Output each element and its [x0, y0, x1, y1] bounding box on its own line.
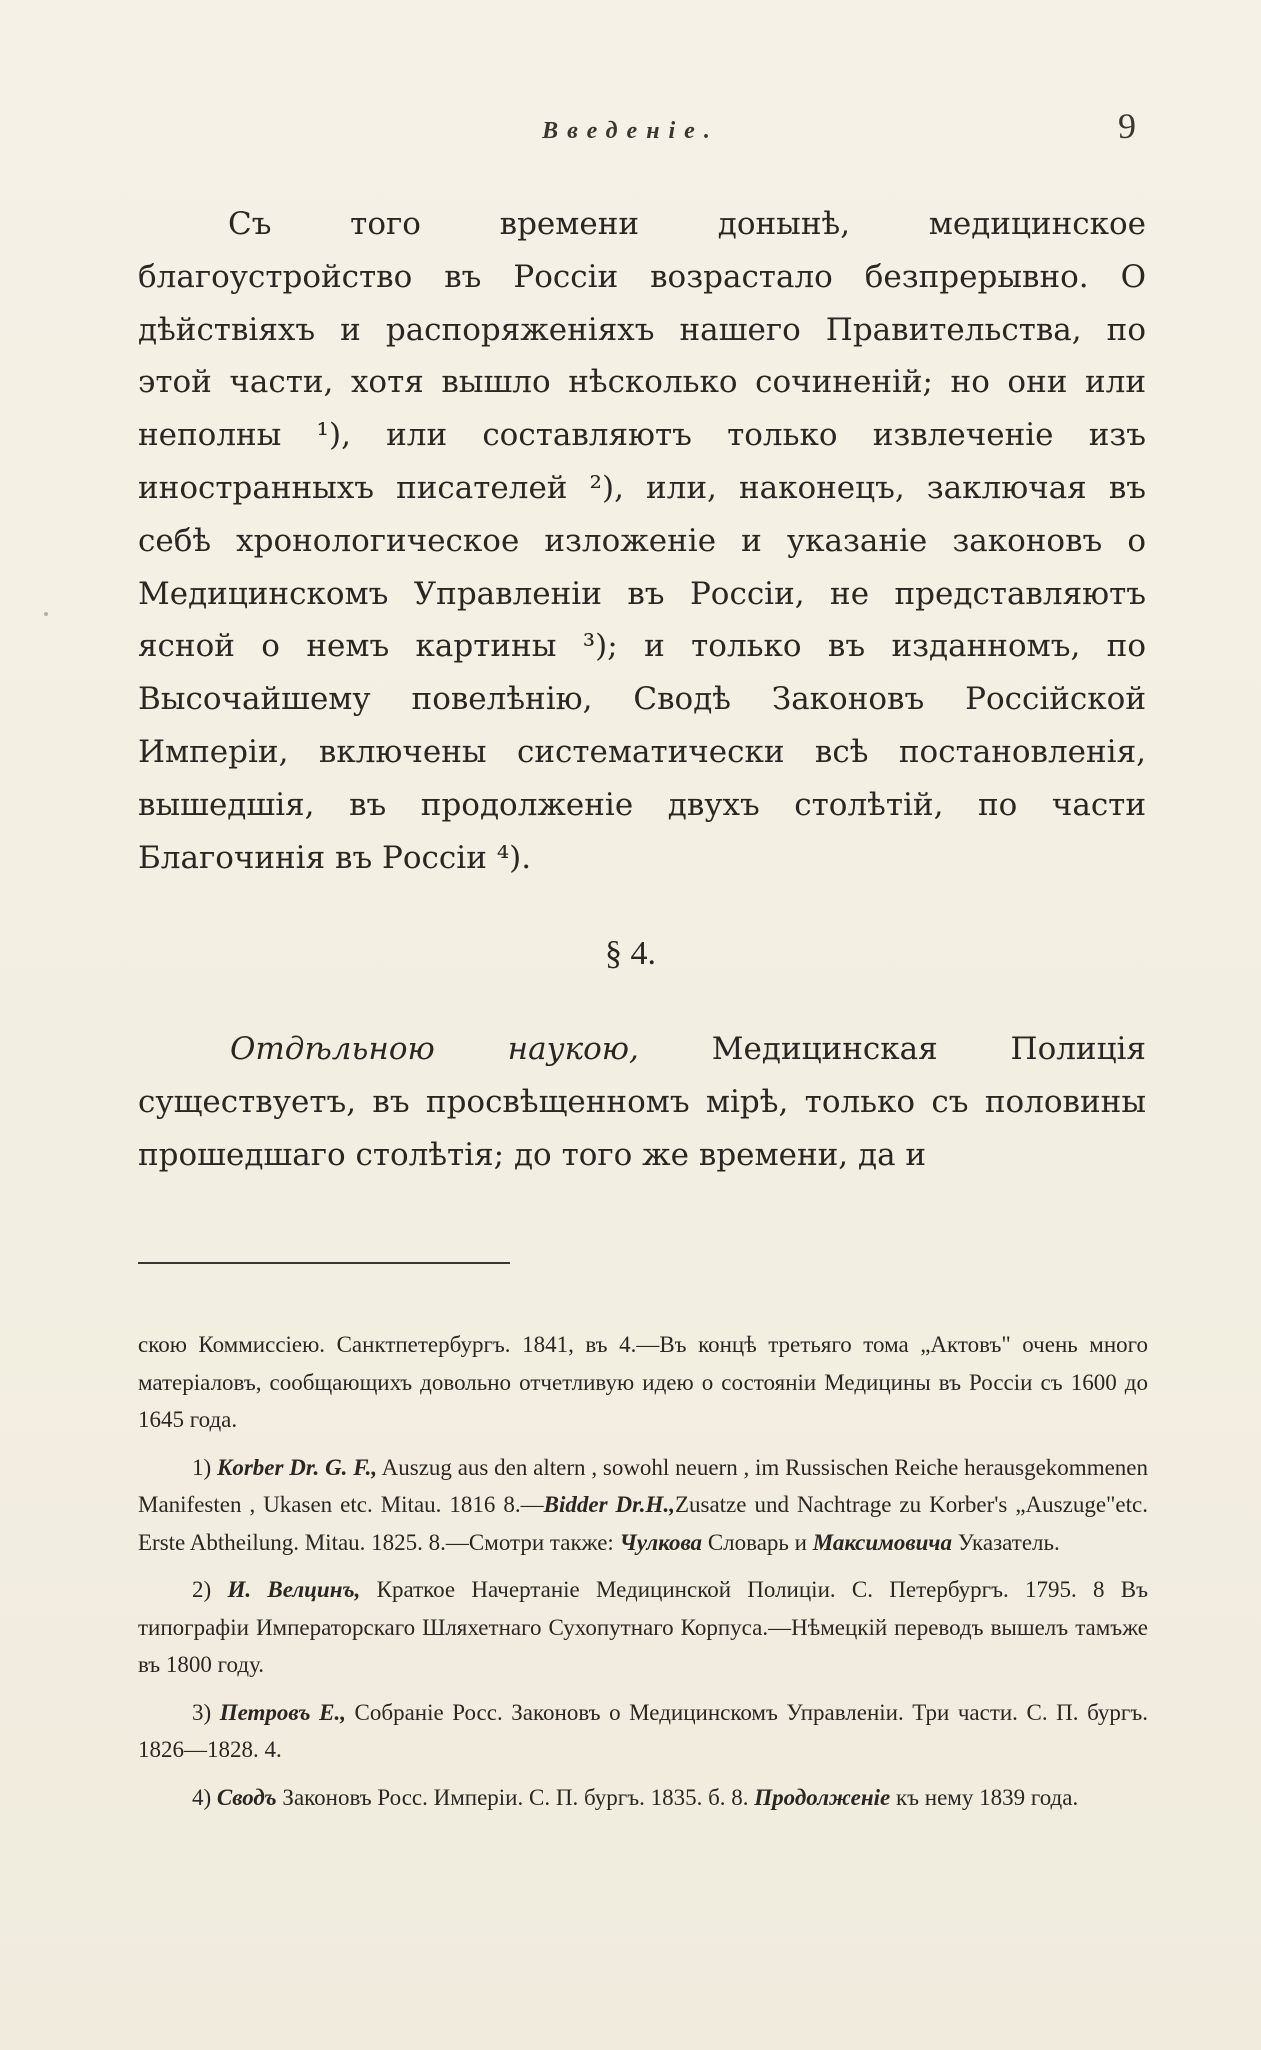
footnote-author: Korber Dr. G. F.,	[216, 1454, 378, 1480]
footnote-author: Bidder Dr.H.,	[543, 1492, 675, 1517]
footnote-author: Максимовича	[812, 1529, 953, 1555]
footnote-marker: 2)	[192, 1577, 212, 1602]
running-head: Введеніе.	[542, 118, 719, 144]
footnote-text: Собраніе Росс. Законовъ о Медицинскомъ Управленіи. Три части. С. П. бургъ. 1826—1828. 4.	[138, 1699, 1148, 1762]
paragraph-section-4	[138, 1023, 1146, 1182]
footnote-marker: 1)	[192, 1454, 212, 1480]
paper-speck	[44, 612, 48, 616]
footnote-text: Указатель.	[952, 1529, 1060, 1555]
footnote-author: Чулкова	[619, 1529, 703, 1555]
footnote-marker: 3)	[192, 1699, 212, 1725]
footnote-text: Словарь и	[702, 1529, 813, 1555]
page-number: 9	[1118, 106, 1136, 146]
footnote-text: Auszug aus den altern , sowohl neuern , im Russischen Reiche herausgekommenen Manifesten , Ukasen etc. Mitau. 1816 8.—	[138, 1454, 1149, 1517]
footnote-3	[138, 1694, 1148, 1769]
footnote-author: И. Велцинъ,	[227, 1577, 361, 1602]
footnote-author: Петровъ Е.,	[219, 1699, 346, 1725]
footnote-text: Законовъ Росс. Имперіи. С. П. бургъ. 1835. б. 8.	[276, 1784, 755, 1810]
footnote-author: Сводъ	[216, 1784, 277, 1810]
footnote-1	[138, 1449, 1148, 1562]
footnote-author: Продолженіе	[754, 1784, 891, 1810]
footnote-continuation: скою Коммиссіею. Санктпетербургъ. 1841, въ 4.—Въ концѣ третьяго тома „Актовъ" очень много матеріаловъ, сообщающихъ довольно отчетливую идею о состояніи Медицины въ Россіи съ 1600 до 1645 года.	[138, 1332, 1148, 1432]
paragraph-section-3: Съ того времени донынѣ, медицинское благоустройство въ Россіи возрастало безпрерывно. О дѣйствіяхъ и распоряженіяхъ нашего Правительства, по этой части, хотя вышло нѣсколько сочиненій; но они или неполны ¹), или составляютъ только извлеченіе изъ иностранныхъ писателей ²), или, наконецъ, заключая въ себѣ хронологическое изложеніе и указаніе законовъ о Медицинскомъ Управленіи въ Россіи, не представляютъ ясной о немъ картины ³); и только въ изданномъ, по Высочайшему повелѣнію, Сводѣ Законовъ Россійской Имперіи, включены систематически всѣ постановленія, вышедшія, въ продолженіе двухъ столѣтій, по части Благочинія въ Россіи ⁴).	[138, 206, 1146, 876]
footnote-2	[138, 1571, 1148, 1684]
footnote-divider	[138, 1262, 510, 1264]
main-text-block	[138, 198, 1146, 884]
footnote-text: Краткое Начертаніе Медицинской Полиціи. С. Петербургъ. 1795. 8 Въ типографіи Императорскаго Шляхетнаго Сухопутнаго Корпуса.—Нѣмецкій переводъ вышелъ тамъже въ 1800 году.	[138, 1577, 1149, 1677]
footnote-4	[138, 1779, 1148, 1817]
footnote-text: Zusatze und Nachtrage zu Korber's „Auszuge"etc. Erste Abtheilung. Mitau. 1825. 8.—Смотри также:	[138, 1492, 1148, 1555]
footnote-text: къ нему 1839 года.	[890, 1784, 1079, 1810]
footnotes-block	[138, 1326, 1148, 1826]
footnote-marker: 4)	[192, 1784, 212, 1810]
paragraph-text: Медицинская Полиція существуетъ, въ просвѣщенномъ мірѣ, только съ половины прошедшаго столѣтія; до того же времени, да и	[138, 1031, 1146, 1173]
section-heading: § 4.	[605, 935, 656, 972]
paragraph-emphasis: Отдѣльною наукою,	[230, 1031, 639, 1067]
